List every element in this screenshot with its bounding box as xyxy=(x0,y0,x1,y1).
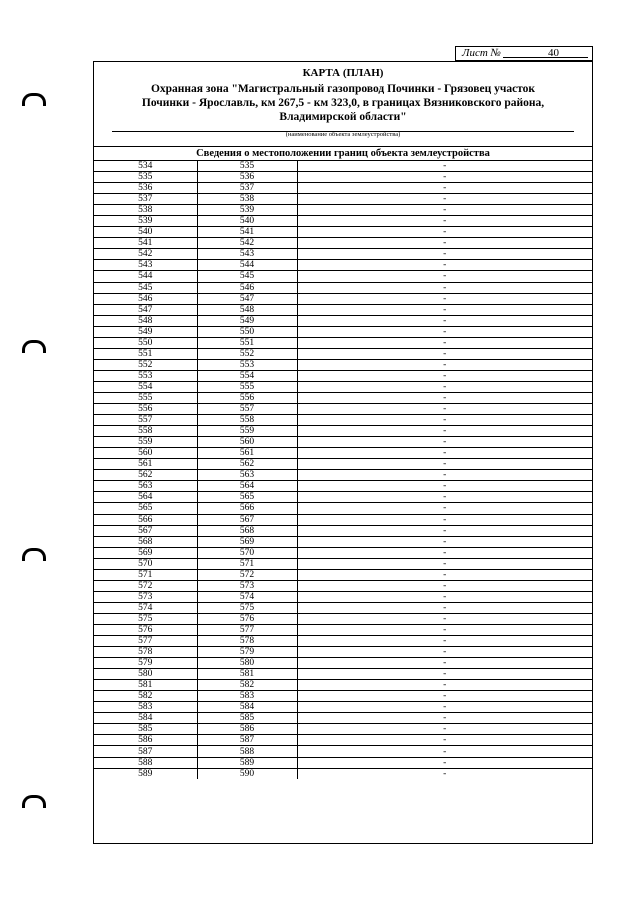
from-point-cell: 571 xyxy=(94,569,197,580)
from-point-cell: 558 xyxy=(94,426,197,437)
table-row xyxy=(94,216,592,227)
from-point-cell: 556 xyxy=(94,404,197,415)
table-row xyxy=(94,691,592,702)
punch-hole-mark xyxy=(22,340,46,353)
to-point-cell: 539 xyxy=(197,205,297,216)
description-cell: - xyxy=(297,547,592,558)
sheet-number-underline xyxy=(503,57,588,58)
table-row xyxy=(94,249,592,260)
table-row xyxy=(94,426,592,437)
from-point-cell: 586 xyxy=(94,735,197,746)
object-name-line: Охранная зона "Магистральный газопровод Починки - Грязовец участок xyxy=(150,83,536,95)
from-point-cell: 542 xyxy=(94,249,197,260)
to-point-cell: 573 xyxy=(197,580,297,591)
description-cell: - xyxy=(297,348,592,359)
description-cell: - xyxy=(297,669,592,680)
from-point-cell: 534 xyxy=(94,161,197,172)
to-point-cell: 589 xyxy=(197,757,297,768)
description-cell: - xyxy=(297,227,592,238)
table-row xyxy=(94,359,592,370)
description-cell: - xyxy=(297,194,592,205)
table-row xyxy=(94,293,592,304)
description-cell: - xyxy=(297,359,592,370)
from-point-cell: 565 xyxy=(94,503,197,514)
to-point-cell: 580 xyxy=(197,658,297,669)
from-point-cell: 550 xyxy=(94,337,197,348)
description-cell: - xyxy=(297,172,592,183)
table-row xyxy=(94,735,592,746)
to-point-cell: 546 xyxy=(197,282,297,293)
description-cell: - xyxy=(297,536,592,547)
to-point-cell: 535 xyxy=(197,161,297,172)
from-point-cell: 574 xyxy=(94,602,197,613)
from-point-cell: 578 xyxy=(94,647,197,658)
description-cell: - xyxy=(297,558,592,569)
table-row xyxy=(94,746,592,757)
from-point-cell: 569 xyxy=(94,547,197,558)
from-point-cell: 553 xyxy=(94,370,197,381)
to-point-cell: 576 xyxy=(197,613,297,624)
table-row xyxy=(94,768,592,779)
table-row xyxy=(94,381,592,392)
sheet-label: Лист № xyxy=(462,47,501,59)
from-point-cell: 583 xyxy=(94,702,197,713)
map-frame xyxy=(93,61,593,844)
table-row xyxy=(94,602,592,613)
from-point-cell: 545 xyxy=(94,282,197,293)
description-cell: - xyxy=(297,580,592,591)
to-point-cell: 575 xyxy=(197,602,297,613)
from-point-cell: 554 xyxy=(94,381,197,392)
to-point-cell: 569 xyxy=(197,536,297,547)
to-point-cell: 540 xyxy=(197,216,297,227)
description-cell: - xyxy=(297,161,592,172)
to-point-cell: 545 xyxy=(197,271,297,282)
table-row xyxy=(94,724,592,735)
table-row xyxy=(94,348,592,359)
description-cell: - xyxy=(297,636,592,647)
description-cell: - xyxy=(297,647,592,658)
to-point-cell: 555 xyxy=(197,381,297,392)
description-cell: - xyxy=(297,569,592,580)
table-row xyxy=(94,647,592,658)
to-point-cell: 548 xyxy=(197,304,297,315)
description-cell: - xyxy=(297,470,592,481)
from-point-cell: 573 xyxy=(94,591,197,602)
description-cell: - xyxy=(297,492,592,503)
description-cell: - xyxy=(297,216,592,227)
description-cell: - xyxy=(297,315,592,326)
table-row xyxy=(94,392,592,403)
from-point-cell: 552 xyxy=(94,359,197,370)
from-point-cell: 561 xyxy=(94,459,197,470)
table-row xyxy=(94,669,592,680)
from-point-cell: 566 xyxy=(94,514,197,525)
description-cell: - xyxy=(297,205,592,216)
description-cell: - xyxy=(297,370,592,381)
table-row xyxy=(94,569,592,580)
table-row xyxy=(94,315,592,326)
table-row xyxy=(94,536,592,547)
description-cell: - xyxy=(297,392,592,403)
table-row xyxy=(94,260,592,271)
to-point-cell: 590 xyxy=(197,768,297,779)
from-point-cell: 544 xyxy=(94,271,197,282)
table-row xyxy=(94,370,592,381)
table-row xyxy=(94,525,592,536)
to-point-cell: 588 xyxy=(197,746,297,757)
to-point-cell: 572 xyxy=(197,569,297,580)
punch-hole-mark xyxy=(22,795,46,808)
description-cell: - xyxy=(297,404,592,415)
sheet-number-box xyxy=(455,46,593,61)
to-point-cell: 568 xyxy=(197,525,297,536)
to-point-cell: 558 xyxy=(197,415,297,426)
from-point-cell: 538 xyxy=(94,205,197,216)
table-row xyxy=(94,161,592,172)
to-point-cell: 582 xyxy=(197,680,297,691)
table-row xyxy=(94,492,592,503)
to-point-cell: 581 xyxy=(197,669,297,680)
table-row xyxy=(94,481,592,492)
boundary-table xyxy=(94,160,592,779)
to-point-cell: 577 xyxy=(197,624,297,635)
description-cell: - xyxy=(297,437,592,448)
to-point-cell: 586 xyxy=(197,724,297,735)
from-point-cell: 541 xyxy=(94,238,197,249)
to-point-cell: 536 xyxy=(197,172,297,183)
description-cell: - xyxy=(297,514,592,525)
from-point-cell: 570 xyxy=(94,558,197,569)
to-point-cell: 564 xyxy=(197,481,297,492)
to-point-cell: 543 xyxy=(197,249,297,260)
to-point-cell: 579 xyxy=(197,647,297,658)
to-point-cell: 557 xyxy=(197,404,297,415)
description-cell: - xyxy=(297,238,592,249)
description-cell: - xyxy=(297,658,592,669)
to-point-cell: 559 xyxy=(197,426,297,437)
table-row xyxy=(94,205,592,216)
to-point-cell: 578 xyxy=(197,636,297,647)
to-point-cell: 571 xyxy=(197,558,297,569)
table-row xyxy=(94,172,592,183)
from-point-cell: 537 xyxy=(94,194,197,205)
to-point-cell: 551 xyxy=(197,337,297,348)
table-row xyxy=(94,415,592,426)
from-point-cell: 567 xyxy=(94,525,197,536)
to-point-cell: 553 xyxy=(197,359,297,370)
from-point-cell: 540 xyxy=(94,227,197,238)
description-cell: - xyxy=(297,381,592,392)
table-row xyxy=(94,282,592,293)
object-name xyxy=(102,82,584,124)
to-point-cell: 583 xyxy=(197,691,297,702)
table-row xyxy=(94,702,592,713)
to-point-cell: 556 xyxy=(197,392,297,403)
description-cell: - xyxy=(297,691,592,702)
from-point-cell: 581 xyxy=(94,680,197,691)
description-cell: - xyxy=(297,293,592,304)
table-row xyxy=(94,194,592,205)
to-point-cell: 566 xyxy=(197,503,297,514)
from-point-cell: 539 xyxy=(94,216,197,227)
description-cell: - xyxy=(297,591,592,602)
table-row xyxy=(94,580,592,591)
description-cell: - xyxy=(297,713,592,724)
to-point-cell: 570 xyxy=(197,547,297,558)
table-row xyxy=(94,713,592,724)
description-cell: - xyxy=(297,503,592,514)
from-point-cell: 572 xyxy=(94,580,197,591)
table-row xyxy=(94,227,592,238)
to-point-cell: 538 xyxy=(197,194,297,205)
to-point-cell: 563 xyxy=(197,470,297,481)
to-point-cell: 550 xyxy=(197,326,297,337)
table-row xyxy=(94,503,592,514)
description-cell: - xyxy=(297,326,592,337)
from-point-cell: 555 xyxy=(94,392,197,403)
to-point-cell: 554 xyxy=(197,370,297,381)
table-row xyxy=(94,404,592,415)
description-cell: - xyxy=(297,525,592,536)
object-caption: (наименование объекта землеустройства) xyxy=(285,131,401,138)
description-cell: - xyxy=(297,282,592,293)
description-cell: - xyxy=(297,746,592,757)
description-cell: - xyxy=(297,337,592,348)
from-point-cell: 551 xyxy=(94,348,197,359)
description-cell: - xyxy=(297,613,592,624)
from-point-cell: 587 xyxy=(94,746,197,757)
table-row xyxy=(94,558,592,569)
from-point-cell: 563 xyxy=(94,481,197,492)
table-row xyxy=(94,514,592,525)
to-point-cell: 574 xyxy=(197,591,297,602)
description-cell: - xyxy=(297,426,592,437)
from-point-cell: 568 xyxy=(94,536,197,547)
to-point-cell: 560 xyxy=(197,437,297,448)
from-point-cell: 579 xyxy=(94,658,197,669)
from-point-cell: 576 xyxy=(94,624,197,635)
to-point-cell: 544 xyxy=(197,260,297,271)
from-point-cell: 585 xyxy=(94,724,197,735)
description-cell: - xyxy=(297,602,592,613)
to-point-cell: 541 xyxy=(197,227,297,238)
table-row xyxy=(94,757,592,768)
description-cell: - xyxy=(297,459,592,470)
from-point-cell: 557 xyxy=(94,415,197,426)
to-point-cell: 542 xyxy=(197,238,297,249)
from-point-cell: 543 xyxy=(94,260,197,271)
map-title: КАРТА (ПЛАН) xyxy=(302,67,384,79)
section-divider xyxy=(94,146,592,147)
to-point-cell: 552 xyxy=(197,348,297,359)
from-point-cell: 575 xyxy=(94,613,197,624)
table-row xyxy=(94,658,592,669)
to-point-cell: 585 xyxy=(197,713,297,724)
description-cell: - xyxy=(297,183,592,194)
from-point-cell: 580 xyxy=(94,669,197,680)
description-cell: - xyxy=(297,724,592,735)
description-cell: - xyxy=(297,260,592,271)
description-cell: - xyxy=(297,680,592,691)
description-cell: - xyxy=(297,415,592,426)
table-row xyxy=(94,337,592,348)
description-cell: - xyxy=(297,768,592,779)
description-cell: - xyxy=(297,624,592,635)
description-cell: - xyxy=(297,448,592,459)
table-row xyxy=(94,547,592,558)
description-cell: - xyxy=(297,757,592,768)
table-row xyxy=(94,326,592,337)
to-point-cell: 567 xyxy=(197,514,297,525)
table-row xyxy=(94,238,592,249)
from-point-cell: 548 xyxy=(94,315,197,326)
from-point-cell: 546 xyxy=(94,293,197,304)
description-cell: - xyxy=(297,304,592,315)
table-row xyxy=(94,448,592,459)
from-point-cell: 582 xyxy=(94,691,197,702)
description-cell: - xyxy=(297,702,592,713)
to-point-cell: 547 xyxy=(197,293,297,304)
table-row xyxy=(94,636,592,647)
table-row xyxy=(94,271,592,282)
table-row xyxy=(94,470,592,481)
to-point-cell: 562 xyxy=(197,459,297,470)
table-row xyxy=(94,183,592,194)
object-name-line: Владимирской области" xyxy=(279,111,407,123)
to-point-cell: 587 xyxy=(197,735,297,746)
table-row xyxy=(94,624,592,635)
table-row xyxy=(94,459,592,470)
to-point-cell: 537 xyxy=(197,183,297,194)
from-point-cell: 535 xyxy=(94,172,197,183)
punch-hole-mark xyxy=(22,93,46,106)
from-point-cell: 547 xyxy=(94,304,197,315)
object-name-line: Починки - Ярославль, км 267,5 - км 323,0, в границах Вязниковского района, xyxy=(141,97,545,109)
from-point-cell: 560 xyxy=(94,448,197,459)
to-point-cell: 565 xyxy=(197,492,297,503)
table-row xyxy=(94,591,592,602)
from-point-cell: 589 xyxy=(94,768,197,779)
description-cell: - xyxy=(297,481,592,492)
punch-hole-mark xyxy=(22,548,46,561)
table-row xyxy=(94,680,592,691)
from-point-cell: 564 xyxy=(94,492,197,503)
description-cell: - xyxy=(297,249,592,260)
table-row xyxy=(94,304,592,315)
description-cell: - xyxy=(297,735,592,746)
from-point-cell: 577 xyxy=(94,636,197,647)
to-point-cell: 584 xyxy=(197,702,297,713)
from-point-cell: 559 xyxy=(94,437,197,448)
to-point-cell: 561 xyxy=(197,448,297,459)
table-row xyxy=(94,437,592,448)
to-point-cell: 549 xyxy=(197,315,297,326)
description-cell: - xyxy=(297,271,592,282)
from-point-cell: 584 xyxy=(94,713,197,724)
from-point-cell: 588 xyxy=(94,757,197,768)
table-row xyxy=(94,613,592,624)
from-point-cell: 562 xyxy=(94,470,197,481)
sheet-number: 40 xyxy=(548,47,559,59)
section-title: Сведения о местоположении границ объекта землеустройства xyxy=(196,148,490,159)
from-point-cell: 536 xyxy=(94,183,197,194)
from-point-cell: 549 xyxy=(94,326,197,337)
